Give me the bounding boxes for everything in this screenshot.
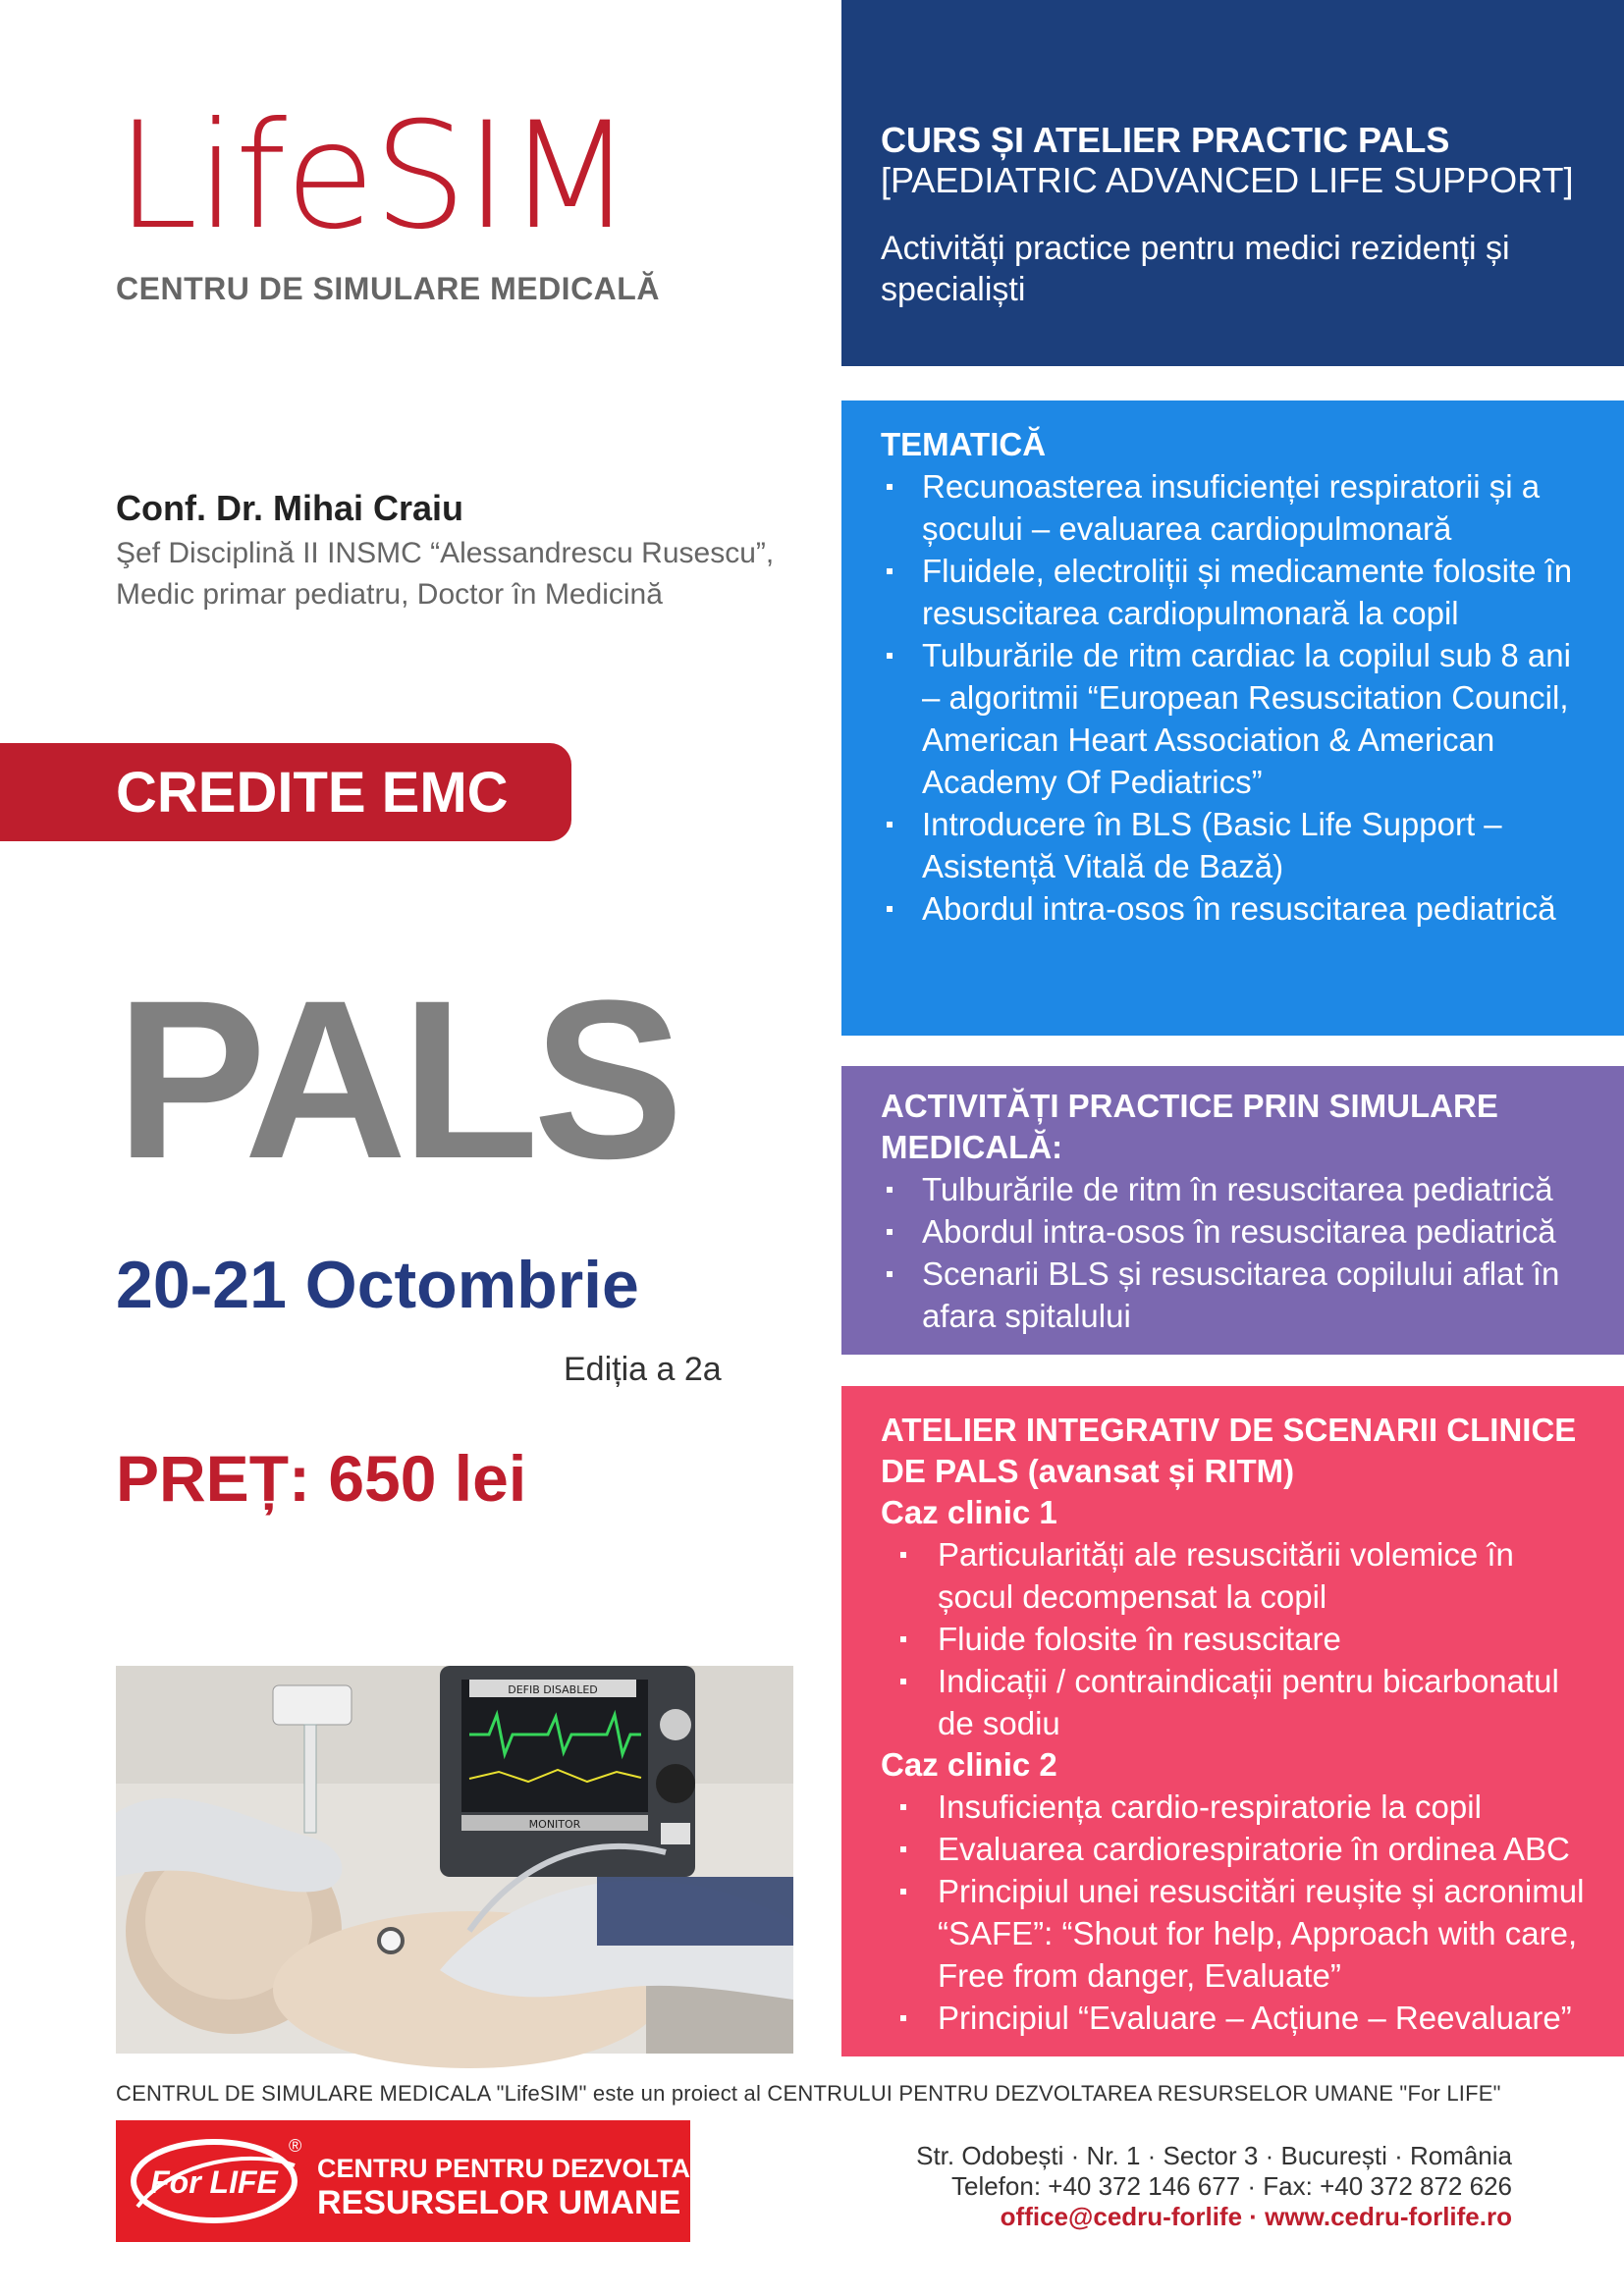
list-item: Fluidele, electroliții și medicamente folosite în resuscitarea cardiopulmonară la copil [881,550,1585,634]
forlife-logo-line1: CENTRU PENTRU DEZVOLTAREA [317,2154,746,2183]
activitati-box [841,1066,1624,1355]
course-dates: 20-21 Octombrie [116,1248,639,1322]
lifesim-logo: LifeSIM [116,91,632,262]
course-subtitle: [PAEDIATRIC ADVANCED LIFE SUPPORT] [881,160,1574,200]
course-title: CURS ȘI ATELIER PRACTIC PALS [881,120,1450,160]
speaker-role-line2: Medic primar pediatru, Doctor în Medicină [116,578,663,611]
forlife-logo-brand: For LIFE [150,2164,278,2200]
list-item: Recunoasterea insuficienței respiratorii și a șocului – evaluarea cardiopulmonară [881,465,1585,550]
case2-list [881,1786,1585,2039]
training-photo [116,1666,793,2054]
list-item: Principiul unei resuscitări reușite și acronimul “SAFE”: “Shout for help, Approach with care, Free from danger, Evaluate” [881,1870,1585,1997]
course-info-box [841,0,1624,366]
atelier-heading: ATELIER INTEGRATIV DE SCENARII CLINICE DE PALS (avansat și RITM) [881,1412,1577,1489]
course-code: PALS [116,953,678,1205]
speaker-role [116,533,803,615]
list-item: Fluide folosite în resuscitare [881,1618,1585,1660]
activitati-heading: ACTIVITĂȚI PRACTICE PRIN SIMULARE MEDICALĂ: [881,1088,1498,1165]
list-item: Particularități ale resuscitării volemice în șocul decompensat la copil [881,1533,1585,1618]
edition-label: Ediția a 2a [564,1351,722,1388]
list-item: Abordul intra-osos în resuscitarea pediatrică [881,1210,1585,1253]
tematica-list [881,465,1585,930]
atelier-box [841,1386,1624,2056]
address-line: Str. Odobești · Nr. 1 · Sector 3 · București · România [916,2141,1512,2170]
forlife-logo [116,2120,746,2242]
list-item: Indicații / contraindicații pentru bicarbonatul de sodiu [881,1660,1585,1744]
registered-mark: ® [289,2136,302,2156]
list-item: Insuficiența cardio-respiratorie la copil [881,1786,1585,1828]
tematica-box [841,400,1624,1036]
contact-block [687,2141,1512,2232]
speaker-name: Conf. Dr. Mihai Craiu [116,488,464,528]
forlife-logo-line2: RESURSELOR UMANE [317,2184,681,2221]
tematica-heading: TEMATICĂ [881,426,1047,462]
list-item: Tulburările de ritm în resuscitarea pediatrică [881,1168,1585,1210]
price-label: PREȚ: 650 lei [116,1442,527,1515]
project-statement: CENTRUL DE SIMULARE MEDICALA "LifeSIM" este un proiect al CENTRULUI PENTRU DEZVOLTAREA RESURSELOR UMANE "For LIFE" [116,2081,1501,2106]
forlife-logo-graphic [116,2120,746,2242]
list-item: Tulburările de ritm cardiac la copilul sub 8 ani – algoritmii “European Resuscitation Council, American Heart Association & American Academy Of Pediatrics” [881,634,1585,803]
credits-label: CREDITE EMC [116,760,509,825]
credits-banner [0,743,571,841]
list-item: Evaluarea cardiorespiratorie în ordinea ABC [881,1828,1585,1870]
training-photo-illustration [116,1666,793,2054]
activitati-list [881,1168,1585,1337]
contact-links[interactable]: office@cedru-forlife · www.cedru-forlife.ro [1000,2202,1512,2231]
phone-line: Telefon: +40 372 146 677 · Fax: +40 372 872 626 [950,2171,1512,2201]
logo-subtitle: CENTRU DE SIMULARE MEDICALĂ [116,271,660,306]
list-item: Abordul intra-osos în resuscitarea pediatrică [881,887,1585,930]
defib-label: DEFIB DISABLED [508,1683,598,1696]
case1-title: Caz clinic 1 [881,1494,1057,1530]
speaker-role-line1: Şef Disciplină II INSMC “Alessandrescu Rusescu”, [116,537,775,569]
case2-title: Caz clinic 2 [881,1746,1057,1783]
list-item: Principiul “Evaluare – Acțiune – Reevaluare” [881,1997,1585,2039]
list-item: Scenarii BLS și resuscitarea copilului aflat în afara spitalului [881,1253,1585,1337]
case1-list [881,1533,1585,1744]
course-description: Activități practice pentru medici rezidenți și specialiști [881,230,1510,308]
monitor-label: MONITOR [528,1818,581,1831]
list-item: Introducere în BLS (Basic Life Support – Asistență Vitală de Bază) [881,803,1585,887]
